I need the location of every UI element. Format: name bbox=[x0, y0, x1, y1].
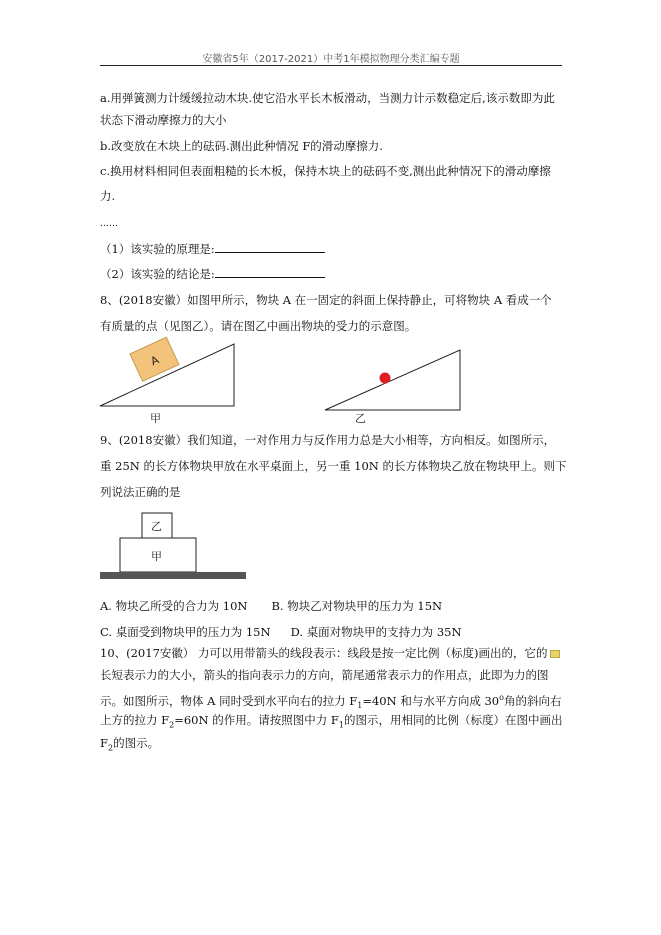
table-surface bbox=[100, 572, 246, 579]
point-mass-dot bbox=[380, 373, 391, 384]
q10-line3-part-b: =40N 和与水平方向成 30 bbox=[362, 693, 500, 708]
q8-line1: 8、(2018安徽）如图甲所示，物块 A 在一固定的斜面上保持静止，可将物块 A 看成一个 bbox=[100, 293, 552, 307]
q9-options-cd bbox=[100, 624, 462, 640]
text-c-line1: c.换用材料相同但表面粗糙的长木板，保持木块上的砝码不变,测出此种情况下的滑动摩擦 bbox=[100, 164, 551, 178]
option-d[interactable]: D. 桌面对物块甲的支持力为 35N bbox=[290, 625, 462, 639]
figure-jia bbox=[100, 340, 240, 430]
text-c-line2: 力. bbox=[100, 189, 116, 203]
question-1-text: （1）该实验的原理是: bbox=[100, 242, 215, 256]
q10-line5-part-a: F bbox=[100, 736, 108, 750]
figure-stacked-blocks bbox=[100, 510, 246, 585]
page-header: 安徽省5年（2017-2021）中考1年模拟物理分类汇编专题 bbox=[202, 54, 460, 65]
header-rule bbox=[100, 65, 562, 66]
q9-line2: 重 25N 的长方体物块甲放在水平桌面上，另一重 10N 的长方体物块乙放在物块甲上。则下 bbox=[100, 459, 567, 473]
f1-subscript-2: 1 bbox=[338, 720, 344, 730]
f1-subscript: 1 bbox=[357, 701, 363, 711]
q10-line4 bbox=[100, 712, 562, 733]
block-a bbox=[130, 337, 179, 381]
option-c[interactable]: C. 桌面受到物块甲的压力为 15N bbox=[100, 625, 271, 639]
question-2 bbox=[100, 266, 325, 282]
block-yi-label: 乙 bbox=[151, 520, 162, 533]
q9-line1: 9、(2018安徽）我们知道，一对作用力与反作用力总是大小相等，方向相反。如图所示， bbox=[100, 433, 556, 447]
figure-yi bbox=[325, 345, 465, 425]
question-1 bbox=[100, 241, 325, 257]
degree-mark: o bbox=[499, 693, 504, 702]
answer-blank-1[interactable] bbox=[215, 241, 325, 253]
caption-jia: 甲 bbox=[150, 412, 161, 425]
f2-subscript: 2 bbox=[169, 720, 175, 730]
block-jia-label: 甲 bbox=[151, 550, 162, 563]
caption-yi: 乙 bbox=[355, 412, 366, 425]
q10-line5 bbox=[100, 735, 159, 756]
text-a-line1: a.用弹簧测力计缓缓拉动木块.使它沿水平长木板滑动，当测力计示数稳定后,该示数即为此 bbox=[100, 91, 555, 105]
q10-line4-part-a: 上方的拉力 F bbox=[100, 713, 170, 727]
option-b[interactable]: B. 物块乙对物块甲的压力为 15N bbox=[271, 599, 443, 613]
q10-line3 bbox=[100, 690, 561, 714]
ellipsis: …… bbox=[100, 219, 118, 229]
q10-line4-part-c: 的图示，用相同的比例（标度）在图中画出 bbox=[343, 713, 563, 727]
block-a-label: A bbox=[148, 353, 162, 369]
q10-line1-text: 10、(2017安徽） 力可以用带箭头的线段表示：线段是按一定比例（标度)画出的，它的 bbox=[100, 646, 548, 660]
question-2-text: （2）该实验的结论是: bbox=[100, 267, 215, 281]
f2-subscript-2: 2 bbox=[107, 743, 114, 753]
q9-options-ab bbox=[100, 598, 442, 614]
q10-line4-part-b: =60N 的作用。请按照图中力 F bbox=[174, 713, 339, 727]
comment-note-icon[interactable] bbox=[550, 650, 560, 658]
q10-line1 bbox=[100, 645, 560, 661]
q9-line3: 列说法正确的是 bbox=[100, 485, 181, 499]
text-b: b.改变放在木块上的砝码.测出此种情况 F的滑动摩擦力. bbox=[100, 139, 383, 153]
text-a-line2: 状态下滑动摩擦力的大小 bbox=[100, 113, 227, 127]
incline-yi bbox=[325, 350, 460, 410]
q8-line2: 有质量的点（见图乙）。请在图乙中画出物块的受力的示意图。 bbox=[100, 319, 417, 333]
option-a[interactable]: A. 物块乙所受的合力为 10N bbox=[100, 599, 248, 613]
q10-line2: 长短表示力的大小，箭头的指向表示力的方向，箭尾通常表示力的作用点，此即为力的图 bbox=[100, 668, 549, 682]
q10-line3-part-c: 角的斜向右 bbox=[503, 693, 562, 708]
q10-line3-part-a: 示。如图所示，物体 A 同时受到水平向右的拉力 F bbox=[100, 693, 358, 708]
answer-blank-2[interactable] bbox=[215, 266, 325, 278]
q10-line5-part-b: 的图示。 bbox=[113, 736, 160, 750]
